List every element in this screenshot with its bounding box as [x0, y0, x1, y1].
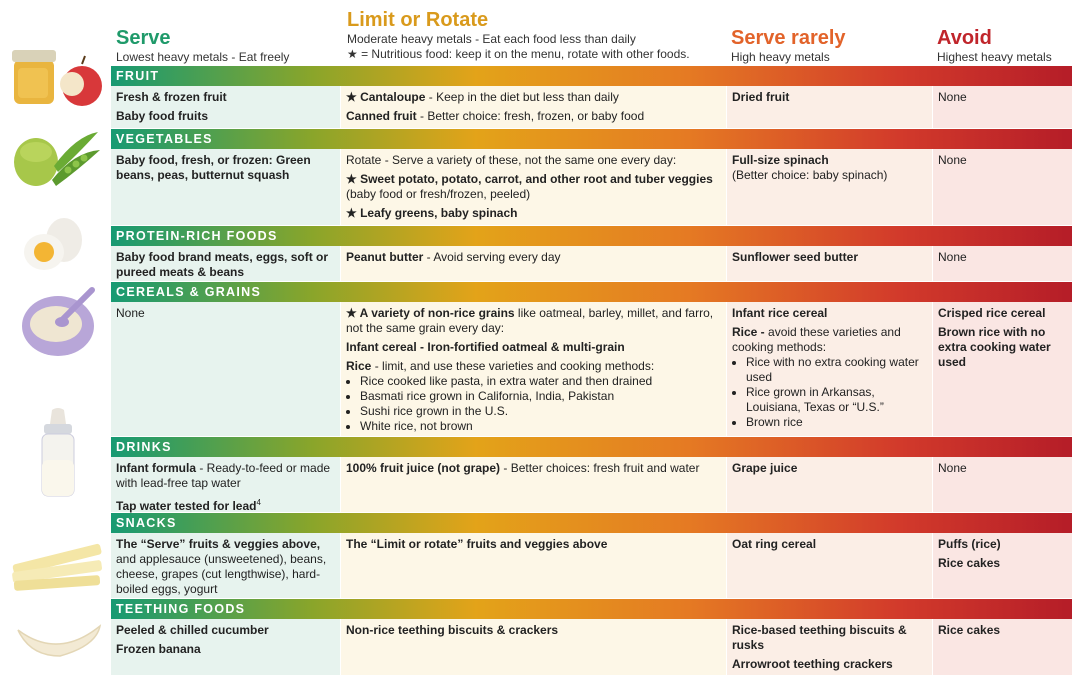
header-serve: [116, 26, 289, 65]
fruit-rarely-cell: [727, 86, 932, 128]
protein-limit-item-bold: Peanut butter: [346, 250, 424, 264]
cheese-sticks-image: [8, 526, 106, 596]
vegetables-avoid-cell: [933, 149, 1072, 225]
baby-bottle-image: [34, 408, 82, 500]
teething-serve-item: Frozen banana: [116, 642, 201, 656]
header-avoid-subtitle: Highest heavy metals: [937, 50, 1052, 64]
header-serve-title: Serve: [116, 27, 171, 49]
section-band-fruit: FRUIT: [111, 66, 1072, 86]
vegetables-serve-cell: [111, 149, 340, 225]
drinks-avoid-item: None: [938, 461, 967, 475]
drinks-limit-item-text: - Better choices: fresh fruit and water: [500, 461, 700, 475]
cereals-rarely-cell: [727, 302, 932, 436]
snacks-limit-cell: [341, 533, 726, 598]
baby-food-jar-and-apple-image: [10, 42, 106, 108]
cereals-avoid-item: Crisped rice cereal: [938, 306, 1046, 320]
teething-rarely-cell: [727, 619, 932, 675]
cereals-limit-rice-list: [346, 374, 721, 434]
snacks-serve-cell: [111, 533, 340, 598]
vegetables-limit-item-bold: ★ Leafy greens, baby spinach: [346, 206, 518, 220]
list-item: • White rice, not brown: [360, 419, 721, 434]
vegetables-limit-intro: Rotate - Serve a variety of these, not the same one every day:: [346, 153, 677, 167]
cereals-limit-item-bold: ★ A variety of non-rice grains: [346, 306, 515, 320]
cereals-limit-cell: [341, 302, 726, 436]
snacks-limit-item: The “Limit or rotate” fruits and veggies above: [346, 537, 608, 551]
fruit-serve-item: Fresh & frozen fruit: [116, 90, 227, 104]
teething-limit-item: Non-rice teething biscuits & crackers: [346, 623, 559, 637]
fruit-limit-item-bold: ★ Cantaloupe: [346, 90, 426, 104]
vegetables-rarely-cell: [727, 149, 932, 225]
fruit-limit-item-bold: Canned fruit: [346, 109, 417, 123]
cereals-rarely-rice-text: avoid these varieties and cooking methods:: [732, 325, 901, 354]
drinks-rarely-cell: [727, 457, 932, 512]
cereals-serve-cell: [111, 302, 340, 436]
snacks-rarely-item: Oat ring cereal: [732, 537, 817, 551]
section-band-snacks: SNACKS: [111, 513, 1072, 533]
teething-avoid-item: Rice cakes: [938, 623, 1001, 637]
cereals-rarely-rice-list: [732, 355, 927, 430]
teething-avoid-cell: [933, 619, 1072, 675]
list-item: • Brown rice: [746, 415, 927, 430]
vegetables-rarely-note: (Better choice: baby spinach): [732, 168, 888, 182]
fruit-limit-item-text: - Keep in the diet but less than daily: [425, 90, 619, 104]
teething-limit-cell: [341, 619, 726, 675]
cereals-avoid-cell: [933, 302, 1072, 436]
protein-rarely-cell: [727, 246, 932, 281]
cereal-bowl-with-spoon-image: [18, 284, 100, 368]
teething-serve-item: Peeled & chilled cucumber: [116, 623, 269, 637]
protein-avoid-item: None: [938, 250, 967, 264]
teething-rarely-item: Rice-based teething biscuits & rusks: [732, 623, 907, 652]
header-limit-star-note: ★ = Nutritious food: keep it on the menu, rotate with other foods.: [347, 47, 690, 61]
cereals-limit-item-text: like oatmeal, barley, millet, and farro, not the same grain every day:: [346, 306, 714, 335]
drinks-avoid-cell: [933, 457, 1072, 512]
section-band-vegetables: VEGETABLES: [111, 129, 1072, 149]
snacks-serve-item-text: and applesauce (unsweetened), beans, cheese, grapes (cut lengthwise), hard-boiled eggs, yogurt: [116, 552, 327, 596]
snacks-serve-item-bold: The “Serve” fruits & veggies above,: [116, 537, 321, 551]
header-avoid: [937, 26, 1052, 65]
list-item: • Rice cooked like pasta, in extra water and then drained: [360, 374, 721, 389]
boiled-egg-image: [20, 216, 86, 274]
fruit-avoid-cell: [933, 86, 1072, 128]
teething-serve-cell: [111, 619, 340, 675]
header-rarely: [731, 26, 846, 65]
vegetables-avoid-item: None: [938, 153, 967, 167]
header-limit-subtitle: Moderate heavy metals - Eat each food less than daily: [347, 32, 636, 46]
fruit-limit-cell: [341, 86, 726, 128]
header-limit: [347, 8, 690, 62]
cereals-serve-item: None: [116, 306, 145, 320]
header-avoid-title: Avoid: [937, 27, 992, 49]
fruit-rarely-item: Dried fruit: [732, 90, 790, 104]
fruit-limit-item-text: - Better choice: fresh, frozen, or baby food: [416, 109, 645, 123]
header-rarely-title: Serve rarely: [731, 27, 846, 49]
protein-serve-item: Baby food brand meats, eggs, soft or pureed meats & beans: [116, 250, 329, 279]
cereals-rarely-item: Infant rice cereal: [732, 306, 828, 320]
section-band-cereals: CEREALS & GRAINS: [111, 282, 1072, 302]
footnote-marker: 4: [256, 498, 261, 507]
protein-rarely-item: Sunflower seed butter: [732, 250, 859, 264]
cereals-avoid-item: Brown rice with no extra cooking water used: [938, 325, 1051, 369]
header-rarely-subtitle: High heavy metals: [731, 50, 830, 64]
drinks-serve-item-bold: Infant formula: [116, 461, 196, 475]
section-band-teething: TEETHING FOODS: [111, 599, 1072, 619]
list-item: • Rice grown in Arkansas, Louisiana, Texas or “U.S.”: [746, 385, 927, 415]
fruit-avoid-item: None: [938, 90, 967, 104]
list-item: • Sushi rice grown in the U.S.: [360, 404, 721, 419]
vegetables-limit-item-bold: ★ Sweet potato, potato, carrot, and other root and tuber veggies: [346, 172, 713, 186]
snacks-avoid-cell: [933, 533, 1072, 598]
protein-avoid-cell: [933, 246, 1072, 281]
drinks-serve-tap-water: Tap water tested for lead: [116, 499, 257, 513]
drinks-limit-item-bold: 100% fruit juice (not grape): [346, 461, 501, 475]
section-band-drinks: DRINKS: [111, 437, 1072, 457]
banana-image: [14, 612, 104, 664]
protein-limit-item-text: - Avoid serving every day: [423, 250, 561, 264]
fruit-serve-item: Baby food fruits: [116, 109, 208, 123]
drinks-limit-cell: [341, 457, 726, 512]
header-limit-title: Limit or Rotate: [347, 9, 489, 31]
snacks-rarely-cell: [727, 533, 932, 598]
drinks-serve-item-text: - Ready-to-feed or made with lead-free tap water: [116, 461, 331, 490]
cereals-limit-rice-text: - limit, and use these varieties and cooking methods:: [371, 359, 655, 373]
list-item: • Basmati rice grown in California, India, Pakistan: [360, 389, 721, 404]
vegetables-limit-cell: [341, 149, 726, 225]
section-band-protein: PROTEIN-RICH FOODS: [111, 226, 1072, 246]
cereals-limit-rice-bold: Rice: [346, 359, 372, 373]
drinks-serve-cell: [111, 457, 340, 512]
list-item: • Rice with no extra cooking water used: [746, 355, 927, 385]
vegetables-serve-item: Baby food, fresh, or frozen: Green beans, peas, butternut squash: [116, 153, 311, 182]
drinks-rarely-item: Grape juice: [732, 461, 798, 475]
snacks-avoid-item: Puffs (rice): [938, 537, 1001, 551]
protein-serve-cell: [111, 246, 340, 281]
cereals-rarely-rice-bold: Rice -: [732, 325, 765, 339]
cereals-limit-infant-cereal: Infant cereal - Iron-fortified oatmeal & multi-grain: [346, 340, 625, 354]
vegetables-limit-item-text: (baby food or fresh/frozen, peeled): [346, 187, 531, 201]
vegetables-rarely-item: Full-size spinach: [732, 153, 829, 167]
header-serve-subtitle: Lowest heavy metals - Eat freely: [116, 50, 290, 64]
pea-puree-and-pea-pods-image: [12, 122, 104, 190]
teething-rarely-item: Arrowroot teething crackers: [732, 657, 893, 671]
protein-limit-cell: [341, 246, 726, 281]
snacks-avoid-item: Rice cakes: [938, 556, 1001, 570]
fruit-serve-cell: [111, 86, 340, 128]
